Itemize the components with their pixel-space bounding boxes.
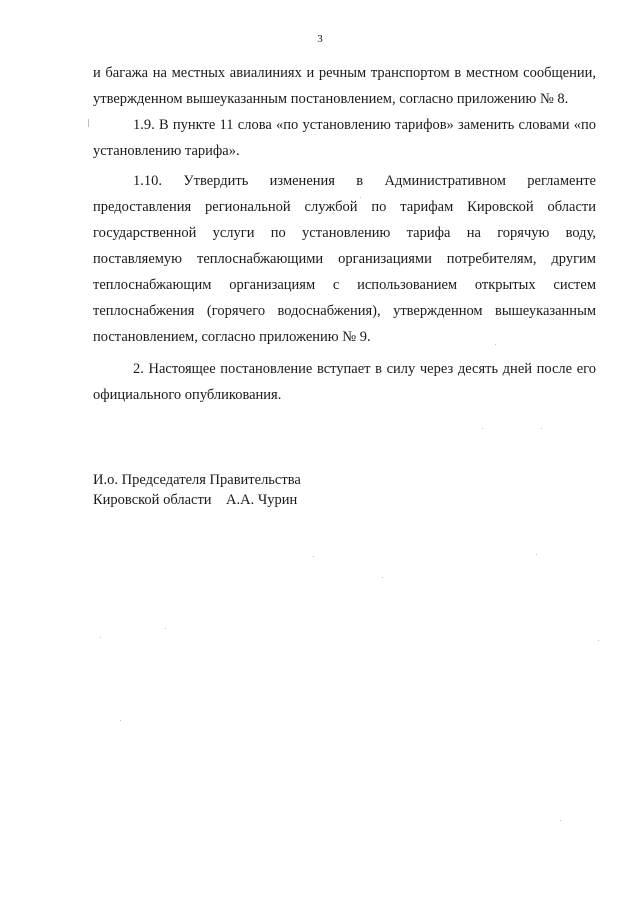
scan-speck	[560, 820, 561, 821]
signature-name: Кировской области А.А. Чурин	[93, 492, 298, 508]
scan-speck	[88, 119, 89, 127]
scan-speck	[382, 577, 383, 578]
scan-speck	[482, 428, 483, 429]
paragraph-continuation: и багажа на местных авиалиниях и речным транспортом в местном сообщении, утвержденном вышеуказанным постановлением, согласно приложению № 8.	[93, 65, 596, 107]
scan-speck	[100, 637, 101, 638]
scan-speck	[120, 720, 121, 721]
scan-speck	[360, 197, 361, 198]
paragraph-item-2: 2. Настоящее постановление вступает в силу через десять дней после его официального опубликования.	[93, 361, 596, 403]
scan-speck	[495, 344, 496, 345]
scan-speck	[165, 628, 166, 629]
page-number: 3	[317, 33, 323, 45]
paragraph-item-1-10: 1.10. Утвердить изменения в Административном регламенте предоставления региональной службой по тарифам Кировской области государственной услуги по установлению тарифа на горячую воду, поставляемую теплоснабжающими организациями потребителям, другим теплоснабжающим организациям с использованием открытых систем теплоснабжения (горячего водоснабжения), утвержденном вышеуказанным постановлением, согласно приложению № 9.	[93, 173, 596, 345]
scan-speck	[541, 428, 542, 429]
scan-speck	[313, 556, 314, 557]
scan-speck	[536, 554, 537, 555]
paragraph-item-1-9: 1.9. В пункте 11 слова «по установлению тарифов» заменить словами «по установлению тарифа».	[93, 117, 596, 159]
signature-title: И.о. Председателя Правительства	[93, 472, 301, 488]
document-body	[93, 60, 596, 408]
signature-block	[93, 470, 301, 510]
scan-speck	[598, 640, 599, 641]
